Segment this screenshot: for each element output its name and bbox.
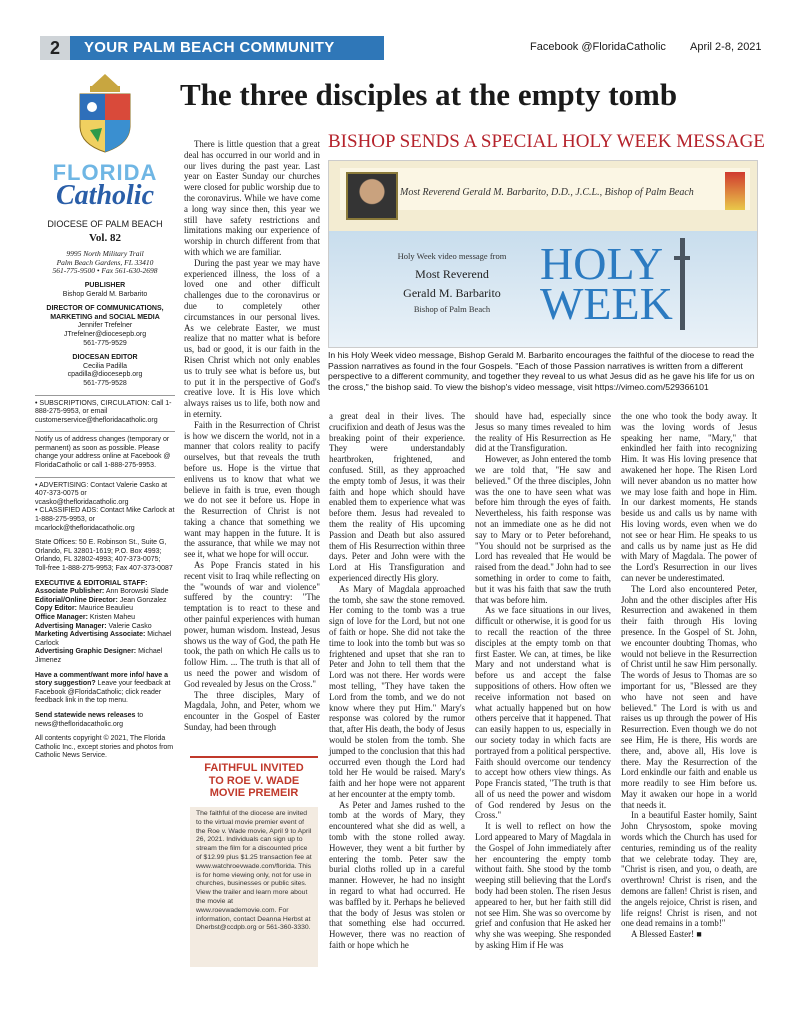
staff-row: Advertising Graphic Designer: Michael Jimenez	[35, 648, 163, 664]
staff-row: Editorial/Online Director: Jean Gonzalez	[35, 596, 167, 604]
photo-banner-text: Most Reverend Gerald M. Barbarito, D.D., J.C.L., Bishop of Palm Beach	[400, 187, 694, 198]
staff-row: Copy Editor: Maurice Beaulieu	[35, 605, 134, 613]
classified-info: • CLASSIFIED ADS: Contact Mike Carlock at 1-888-275-9953, or mcarlock@thefloridacatholic.org	[35, 507, 175, 532]
video-message-line2: Most Reverend	[415, 267, 489, 281]
promo-body: The faithful of the diocese are invited to the virtual movie premier event of the Roe v. Wade movie, April 9 to April 26, 2021. Individuals can sign up to stream the film for a discounted price of $12.99 plus $1.25 transaction fee at www.watchroevwade.com/florida. This is for home viewing only, not for use in churches, businesses or public sites. View the trailer and learn more about the movie at www.roevwademovie.com. For information, contact Deanna Herbst at Dherbst@ccdpb.org or 561-360-3330.	[190, 807, 318, 967]
paragraph: During the past year we may have experienced illness, the loss of a loved one and other difficult challenges due to the coronavirus or due to completely other circumstances in our personal lives. As we celebrate Easter, we must realize that no matter what is before us, bad or good, it is our faith in the Risen Christ which not only enables us to truly see what is before us, but to put it in the perspective of God's creative love. It is His love which always raises us to life, both now and in eternity.	[184, 257, 320, 419]
director-email[interactable]: JTrefelner@diocesepb.org	[63, 330, 147, 338]
state-offices: State Offices: 50 E. Robinson St., Suite G, Orlando, FL 32801-1619; P.O. Box 4993; Orlando, FL 32802-4993; 407-373-0075; Toll-free 1-888-275-9953; Fax 407-373-0087	[35, 539, 173, 572]
paragraph: It is well to reflect on how the Lord appeared to Mary of Magdala in the Gospel of John immediately after her encountering the empty tomb without faith. She stood by the tomb weeping still believing that the Lord's body had been stolen. The risen Jesus appeared to her, but her faith still did not see Him. She was so overcome by grief and confusion that He asked her why she was weeping. She responded by asking Him if He was	[475, 821, 611, 951]
bishop-portrait	[346, 172, 398, 220]
paragraph: Faith in the Resurrection of Christ is how we discern the world, not in a manner that colors reality to pacify ourselves, but that reveals the truth before us. Hope is the virtue that enlivens us to know that what we believe in faith is true, even though we do not see it before us. Hope in the Resurrection of Christ is not taking a chance that something we want may happen in the future. It is the assurance, that while we may not see it, what we hope for will occur.	[184, 419, 320, 560]
editor-name: Cecilia Padilla	[83, 362, 127, 370]
staff-heading: EXECUTIVE & EDITORIAL STAFF:	[35, 579, 148, 587]
issue-date: April 2-8, 2021	[690, 41, 762, 53]
editor-heading: DIOCESAN EDITOR	[72, 354, 138, 362]
article-column-1	[184, 139, 320, 733]
article-title: The three disciples at the empty tomb	[180, 77, 678, 112]
divider	[35, 431, 175, 432]
article-subtitle: BISHOP SENDS A SPECIAL HOLY WEEK MESSAGE	[328, 131, 765, 152]
director-heading: DIRECTOR OF COMMUNICATIONS, MARKETING and SOCIAL MEDIA	[46, 305, 164, 321]
paragraph: As Pope Francis stated in his recent visit to Iraq while reflecting on the "wounds of war and violence" suffered by the country: "The temptation is to react to these and other painful experiences with human power, human wisdom. Instead, Jesus shows us the way of God, the path He took, the path on which He calls us to follow Him. ... The truth is that all of us need the power and wisdom of God revealed by Jesus on the Cross."	[184, 560, 320, 689]
holy-week-wordmark: HOLY WEEK	[540, 238, 673, 329]
banner-crest-icon	[725, 172, 745, 210]
photo-caption: In his Holy Week video message, Bishop Gerald M. Barbarito encourages the faithful of the diocese to read the Passion narratives as found in the four Gospels. "Each of those Passion narratives is written from a different perspective to a different community, and together they reveal to us what Jesus did as he gave his life for us on the cross," the bishop said. To view the bishop's video message, visit https://vimeo.com/529366101	[328, 350, 755, 392]
masthead-sidebar	[35, 70, 175, 761]
logo-florida: FLORIDA	[52, 159, 158, 185]
publisher-name: Bishop Gerald M. Barbarito	[62, 290, 148, 298]
advertising-info: • ADVERTISING: Contact Valerie Casko at 407-373-0075 or vcasko@thefloridacatholic.org	[35, 481, 168, 506]
video-message-line3: Gerald M. Barbarito	[403, 286, 501, 300]
comment-info: Have a comment/want more info/ have a story suggestion? Leave your feedback at Facebook @FloridaCatholic; click reader feedback link in the top menu.	[35, 671, 171, 705]
editor-email[interactable]: cpadilla@diocesepb.org	[67, 371, 143, 379]
crest-icon	[68, 70, 142, 156]
section-banner: YOUR PALM BEACH COMMUNITY	[70, 36, 384, 60]
address-line1: 9995 North Military Trail	[66, 249, 144, 259]
copyright: All contents copyright © 2021, The Florida Catholic Inc., except stories and photos from Catholic News Service.	[35, 735, 174, 760]
facebook-handle: Facebook @FloridaCatholic	[530, 41, 666, 53]
paragraph: As we face situations in our lives, difficult or otherwise, it is good for us to recall the reaction of the three disciples at the empty tomb on that first Easter. We can, at times, be like Mary and not understand what is before us and accept the false suppositions of others. How often we receive information not based on what actually happened but on how others perceive that it happened. That can easily happen to us, especially in our society today in which facts are portrayed from a political perspective. Faith should overcome our tendency to accept how others view things. As Pope Francis stated, "The truth is that all of us need the power and wisdom of God rendered by Jesus on the Cross."	[475, 605, 611, 821]
paragraph: A Blessed Easter! ■	[631, 929, 702, 940]
paragraph: should have had, especially since Jesus so many times revealed to him the reality of His Resurrection as He did at the Transfiguration.	[475, 411, 611, 454]
staff-row: Advertising Manager: Valerie Casko	[35, 622, 152, 630]
paragraph: As Peter and James rushed to the tomb at the words of Mary, they encountered what she did as well, a tomb with the stone rolled away. However, they went a bit further by entering the tomb. Peter saw the burial cloths rolled up in a careful manner. However, he had no insight in regard to what had occurred. He was baffled by it. Perhaps he believed that the body of Jesus was stolen or that something else had occurred. However, there was no reaction of faith or hope which he	[329, 799, 465, 951]
paragraph: There is little question that a great deal has occurred in our world and in our lives during the past year. Last year on Easter Sunday our churches were closed for public worship due to the coronavirus. While we have come a long way since then, this year we still have safety restrictions and limitations making our experience of worship in church different from that with which we are familiar.	[184, 139, 320, 257]
logo-catholic: Catholic	[55, 179, 154, 211]
promo-heading: FAITHFUL INVITED TO ROE V. WADE MOVIE PREMEIR	[190, 756, 318, 800]
phone-fax: 561-775-9500 • Fax 561-630-2698	[52, 266, 158, 276]
paragraph: the one who took the body away. It was the loving words of Jesus speaking her name, "Mary," that enkindled her faith into recognizing Him. It was His loving presence that awakened her hope. The Risen Lord will never abandon us no matter how we may lose faith and hope in Him. In our darkest moments, He stands beside us and calls us by name with His loving words, even when we do not see or hear Him. He speaks to us and calls us by name just as He did with Mary of Magdala. The power of the Lord's Resurrection in our lives can never be underestimated.	[621, 411, 757, 583]
news-release-info: Send statewide news releases to news@thefloridacatholic.org	[35, 711, 144, 728]
publisher-heading: PUBLISHER	[84, 281, 126, 289]
article-column-3	[475, 411, 611, 951]
video-message-line4: Bishop of Palm Beach	[413, 304, 491, 314]
staff-row: Office Manager: Kristen Maheu	[35, 613, 135, 621]
director-phone: 561-775-9529	[83, 339, 127, 347]
address-line2: Palm Beach Gardens, FL 33410	[56, 257, 154, 267]
cross-icon	[674, 238, 690, 330]
diocese-crest-logo	[35, 70, 175, 160]
article-column-4	[621, 411, 757, 940]
divider	[35, 477, 175, 478]
divider	[35, 395, 175, 396]
paragraph: As Mary of Magdala approached the tomb, she saw the stone removed. Her coming to the tomb was a true sign of love for the Lord, but not one of faith or hope. She did not take the time to look into the tomb but was so frightened and upset that she ran to Peter and John to tell them that the Lord was not there. Her words were most telling, "They have taken the Lord from the tomb, and we do not know where they put Him." Mary's response was colored by the rumor that, after His death, the body of Jesus would be stolen from the tomb. She jumped to the conclusion that this had occurred even though the Lord had told her He would be raised. Mary's faith and her hope were not apparent at her encounter at the empty tomb.	[329, 583, 465, 799]
page-number: 2	[40, 36, 70, 60]
volume: Vol. 82	[89, 232, 121, 245]
subscriptions-info: • SUBSCRIPTIONS, CIRCULATION: Call 1-888-275-9953, or email customerservice@thefloridacatholic.org	[35, 399, 172, 424]
diocese-name: DIOCESE OF PALM BEACH	[47, 218, 163, 229]
address-change-notice: Notify us of address changes (temporary or permanent) as soon as possible. Please change your address online at Facebook @ FloridaCatholic or call 1-888-275-9953.	[35, 436, 171, 470]
editor-phone: 561-775-9528	[83, 379, 127, 387]
staff-row: Marketing Advertising Associate: Michael Carlock	[35, 631, 172, 647]
article-column-2	[329, 411, 465, 951]
paragraph: However, as John entered the tomb we are told that, "He saw and believed." Of the three disciples, John was the one to have seen what was before him through the eyes of faith. Nevertheless, his faith response was not an immediate one as he did not say to Mary or to Peter beforehand, "You should not be surprised as the Lord has revealed that He would be raised from the dead." John had to see something in order to come to faith, but it was his faith that saw the truth that was before him.	[475, 454, 611, 605]
paragraph: The three disciples, Mary of Magdala, John, and Peter, whom we encounter in the Gospel of Easter Sunday, had been through	[184, 689, 320, 733]
video-message-line1: Holy Week video message from	[397, 251, 507, 261]
paragraph: The Lord also encountered Peter, John and the other disciples after His Resurrection and awakened in them their faith through His loving presence. In the Gospel of St. John, we encounter doubting Thomas, who would not believe in the Resurrection of Christ until he saw Him personally. The words of Jesus to Thomas are so important for us, "Blessed are they who have not seen and have believed." The Lord is with us and raises us up through the power of His Resurrection. Even though we do not see Him, He is there, His words are there, and, above all, His love is there. May the Resurrection of the Lord enkindle our faith and enable us more readily to see Him before us. May it awaken our hope in a world that needs it.	[621, 583, 757, 810]
paragraph: In a beautiful Easter homily, Saint John Chrysostom, spoke moving words which the Church has used for centuries, reminding us of the reality that we celebrate today. They are, "Christ is risen, and you, o death, are overthrown! Christ is risen, and the demons are fallen! Christ is risen, and the angels rejoice, Christ is risen, and life reigns! Christ is risen, and not one dead remains in a tomb!"	[621, 810, 757, 929]
staff-row: Associate Publisher: Ann Borowski Slade	[35, 588, 169, 596]
paragraph: a great deal in their lives. The crucifixion and death of Jesus was the breaking point of their experience. They were understandably heartbroken, frightened, and confused. Still, as they approached the empty tomb of Jesus, it was their faith and hope which should have enabled them to experience what was before them. Jesus had revealed to them the reality of His upcoming Passion and Death but also assured them of His Resurrection within three days. Peter and John were with the Lord at His Transfiguration and experienced directly His glory.	[329, 411, 465, 583]
director-name: Jennifer Trefelner	[77, 322, 133, 330]
